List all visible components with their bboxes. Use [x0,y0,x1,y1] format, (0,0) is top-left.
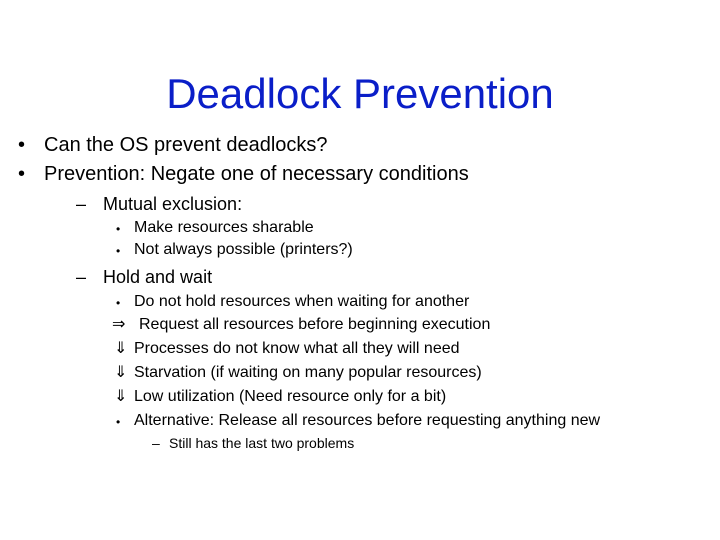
list-item: Processes do not know what all they will need [134,340,460,357]
bullet-text-can-os-prevent: Can the OS prevent deadlocks? [44,134,328,156]
dash-marker: – [76,194,87,214]
down-arrow-icon: ⇓ [114,340,128,357]
bullet-marker: • [116,244,121,258]
implies-arrow-icon: ⇒ [112,316,126,333]
list-item: Not always possible (printers?) [134,241,353,258]
dash-marker: – [76,267,87,287]
bullet-marker: • [18,134,26,156]
list-item: Alternative: Release all resources before requesting anything new [134,412,601,429]
list-item: Low utilization (Need resource only for a bit) [134,388,447,405]
list-item: Make resources sharable [134,219,314,236]
list-item: Starvation (if waiting on many popular resources) [134,364,482,381]
bullet-text-prevention: Prevention: Negate one of necessary conditions [44,163,469,185]
dash-marker: – [152,435,160,451]
list-item: Request all resources before beginning execution [139,316,491,333]
down-arrow-icon: ⇓ [114,388,128,405]
hold-and-wait-heading: Hold and wait [103,267,213,287]
list-item: Do not hold resources when waiting for another [134,293,470,310]
bullet-marker: • [116,222,121,236]
down-arrow-icon: ⇓ [114,364,128,381]
slide-title: Deadlock Prevention [166,70,554,117]
list-item: Still has the last two problems [169,435,355,451]
bullet-marker: • [18,163,26,185]
bullet-marker: • [116,296,121,310]
mutual-exclusion-heading: Mutual exclusion: [103,194,243,214]
bullet-marker: • [116,415,121,429]
